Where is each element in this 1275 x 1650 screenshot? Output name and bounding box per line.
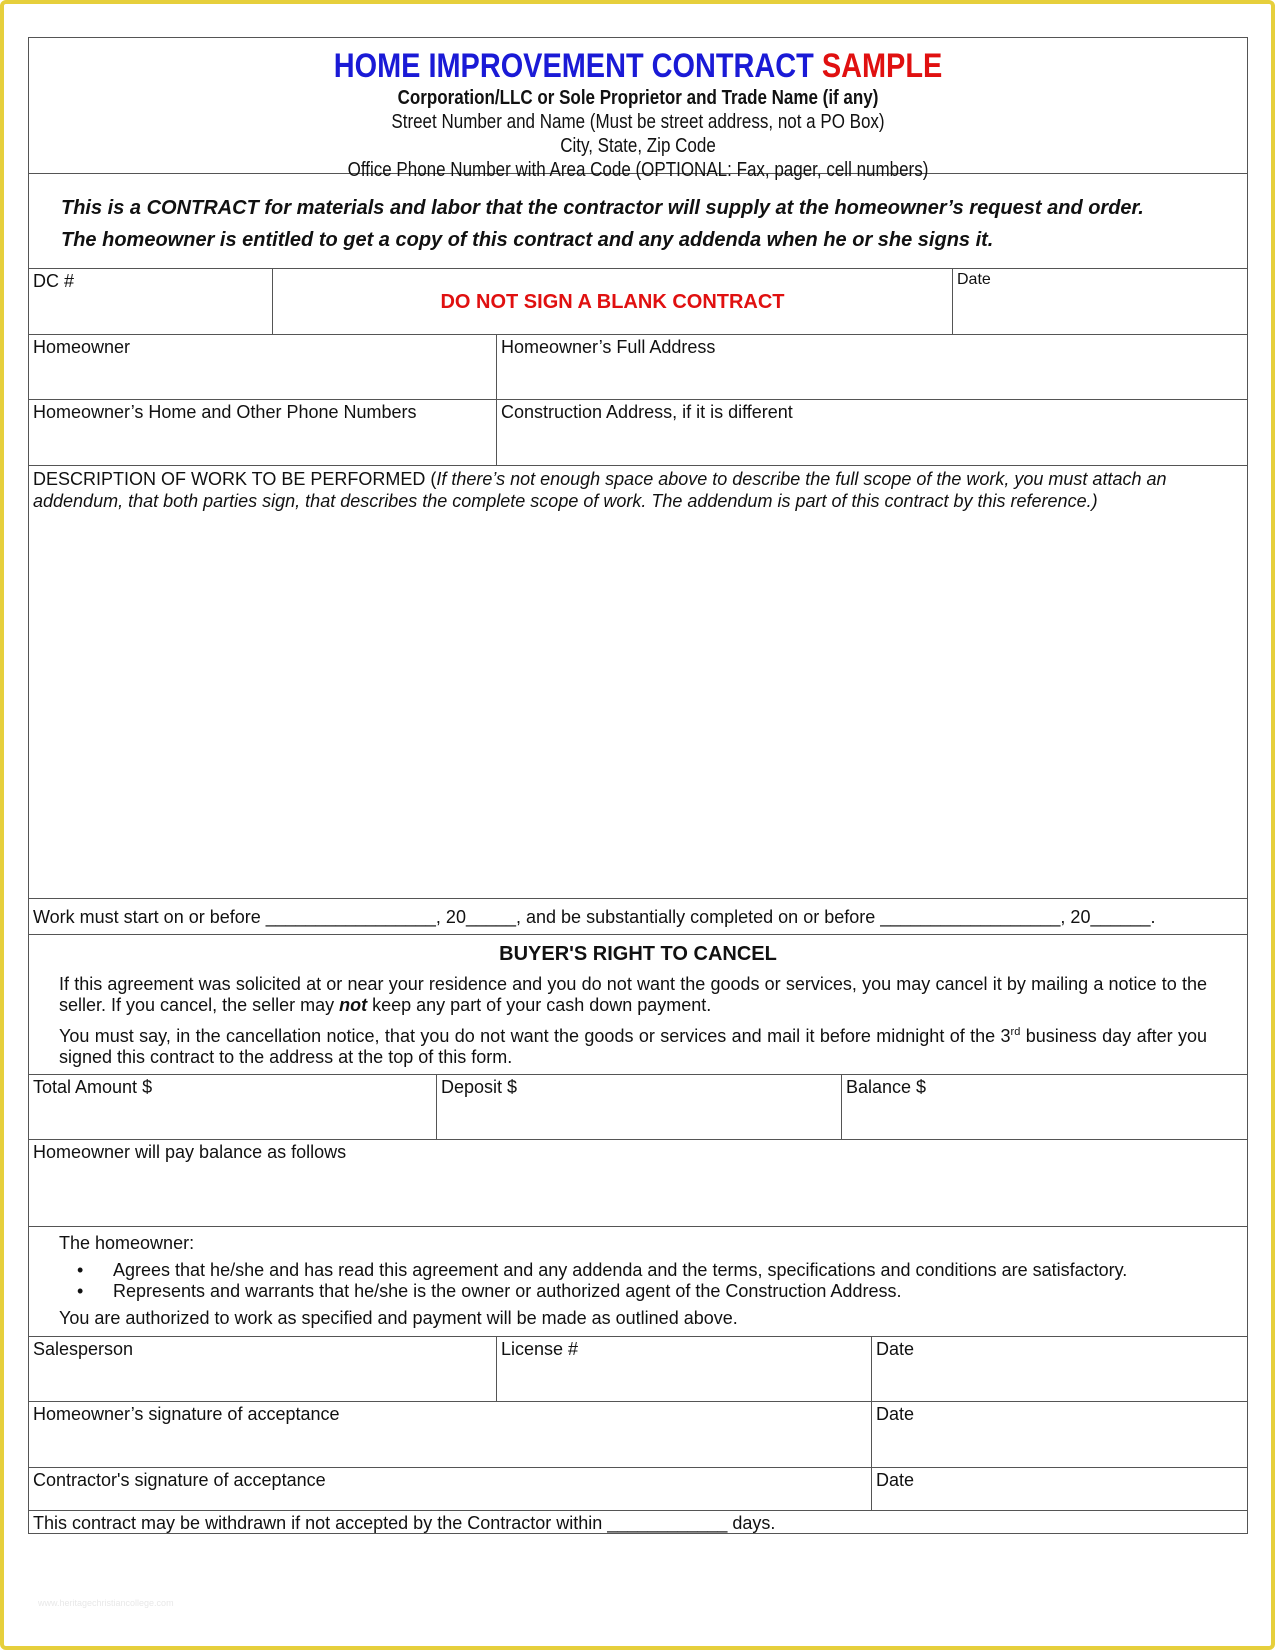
contract-form bbox=[28, 37, 1248, 1534]
homeowner-address-field[interactable] bbox=[496, 335, 1248, 399]
amounts-row bbox=[29, 1075, 1247, 1140]
contractor-signature-date-field[interactable] bbox=[871, 1468, 1248, 1510]
salesperson-label: Salesperson bbox=[33, 1339, 134, 1359]
construction-address-label: Construction Address, if it is different bbox=[501, 402, 793, 422]
withdrawal-row[interactable] bbox=[29, 1511, 1247, 1535]
deposit-field[interactable] bbox=[436, 1075, 841, 1139]
bullet-icon: • bbox=[77, 1281, 84, 1301]
terms-bullet-1: Agrees that he/she and has read this agreement and any addenda and the terms, specifications and conditions are satisfactory. bbox=[113, 1260, 1128, 1280]
phone-row bbox=[29, 400, 1247, 466]
dc-field[interactable] bbox=[29, 269, 272, 334]
intro-line-1: This is a CONTRACT for materials and labor that the contractor will supply at the homeowner’s request and order. bbox=[61, 197, 1144, 219]
contractor-signature-field[interactable] bbox=[29, 1468, 871, 1510]
date-field-top[interactable] bbox=[952, 269, 1248, 334]
cancel-p2-text: You must say, in the cancellation notice, that you do not want the goods or services and mail it before midnight of the 3 bbox=[59, 1026, 1011, 1046]
warning-cell bbox=[272, 269, 952, 334]
dc-label: DC # bbox=[33, 271, 75, 291]
homeowner-label: Homeowner bbox=[33, 337, 131, 357]
withdrawal-text: This contract may be withdrawn if not accepted by the Contractor within ____________ days. bbox=[33, 1513, 776, 1533]
balance-label: Balance $ bbox=[846, 1077, 927, 1097]
cancel-title: BUYER'S RIGHT TO CANCEL bbox=[499, 943, 777, 965]
terms-closing: You are authorized to work as specified and payment will be made as outlined above. bbox=[59, 1308, 738, 1328]
homeowner-signature-date-label: Date bbox=[876, 1404, 915, 1424]
description-heading: DESCRIPTION OF WORK TO BE PERFORMED ( bbox=[33, 469, 437, 489]
pay-balance-field[interactable] bbox=[29, 1140, 1247, 1227]
salesperson-field[interactable] bbox=[29, 1337, 496, 1401]
work-dates-text: Work must start on or before _________________, 20_____, and be substantially completed on or before __________________, 20______. bbox=[33, 907, 1156, 927]
business-name-line: Corporation/LLC or Sole Proprietor and Trade Name (if any) bbox=[397, 87, 879, 109]
cancel-paragraph-1 bbox=[29, 974, 1247, 1016]
cancel-p1-text-end: keep any part of your cash down payment. bbox=[367, 995, 712, 1015]
construction-address-field[interactable] bbox=[496, 400, 1248, 465]
description-section[interactable] bbox=[29, 466, 1247, 899]
total-amount-label: Total Amount $ bbox=[33, 1077, 153, 1097]
blank-contract-warning: DO NOT SIGN A BLANK CONTRACT bbox=[440, 291, 785, 313]
homeowner-terms-section bbox=[29, 1227, 1247, 1337]
contractor-header bbox=[29, 38, 1247, 181]
list-item bbox=[29, 1260, 1247, 1281]
deposit-label: Deposit $ bbox=[441, 1077, 518, 1097]
terms-bullet-2: Represents and warrants that he/she is the owner or authorized agent of the Construction Address. bbox=[113, 1281, 902, 1301]
bullet-icon: • bbox=[77, 1260, 84, 1280]
title-main: HOME IMPROVEMENT CONTRACT bbox=[333, 47, 814, 85]
contractor-signature-row bbox=[29, 1468, 1247, 1511]
balance-field[interactable] bbox=[841, 1075, 1248, 1139]
salesperson-row bbox=[29, 1337, 1247, 1402]
title-accent: SAMPLE bbox=[821, 47, 943, 85]
cancel-p1-emphasis: not bbox=[339, 995, 368, 1015]
terms-list bbox=[29, 1260, 1247, 1302]
contractor-signature-label: Contractor's signature of acceptance bbox=[33, 1470, 326, 1490]
work-dates-row[interactable] bbox=[29, 899, 1247, 935]
salesperson-date-field[interactable] bbox=[871, 1337, 1248, 1401]
homeowner-signature-field[interactable] bbox=[29, 1402, 871, 1467]
homeowner-row bbox=[29, 335, 1247, 400]
license-label: License # bbox=[501, 1339, 579, 1359]
cancel-paragraph-2 bbox=[29, 1022, 1247, 1068]
cancel-section bbox=[29, 935, 1247, 1075]
homeowner-signature-date-field[interactable] bbox=[871, 1402, 1248, 1467]
document-title bbox=[120, 46, 1155, 86]
salesperson-date-label: Date bbox=[876, 1339, 915, 1359]
homeowner-signature-row bbox=[29, 1402, 1247, 1468]
city-line: City, State, Zip Code bbox=[560, 135, 716, 157]
description-note: If there’s not enough space above to describe the full scope of the work, you must attach an addendum, that both parties sign, that describes the complete scope of work. The addendum is part of this contract by this reference.) bbox=[33, 469, 1167, 511]
street-line: Street Number and Name (Must be street address, not a PO Box) bbox=[391, 111, 885, 133]
cancel-p2-superscript: rd bbox=[1010, 1026, 1021, 1038]
phone-label: Homeowner’s Home and Other Phone Numbers bbox=[33, 402, 417, 422]
dc-row bbox=[29, 269, 1247, 335]
terms-intro: The homeowner: bbox=[59, 1233, 195, 1253]
license-field[interactable] bbox=[496, 1337, 871, 1401]
cancel-p2-text-end: business day after you signed this contract to the address at the top of this form. bbox=[59, 1026, 1207, 1067]
phone-field[interactable] bbox=[29, 400, 496, 465]
total-amount-field[interactable] bbox=[29, 1075, 436, 1139]
watermark: www.heritagechristiancollege.com bbox=[38, 1598, 174, 1608]
list-item bbox=[29, 1281, 1247, 1302]
intro-line-2: The homeowner is entitled to get a copy of this contract and any addenda when he or she signs it. bbox=[61, 229, 994, 251]
pay-balance-label: Homeowner will pay balance as follows bbox=[33, 1142, 347, 1162]
cancel-p1-text: If this agreement was solicited at or near your residence and you do not want the goods or services, you may cancel it by mailing a notice to the seller. If you cancel, the seller may bbox=[59, 974, 1207, 1015]
homeowner-field[interactable] bbox=[29, 335, 496, 399]
date-label-top: Date bbox=[957, 271, 991, 288]
homeowner-address-label: Homeowner’s Full Address bbox=[501, 337, 716, 357]
homeowner-signature-label: Homeowner’s signature of acceptance bbox=[33, 1404, 340, 1424]
contractor-signature-date-label: Date bbox=[876, 1470, 915, 1490]
description-label bbox=[29, 466, 1247, 514]
phone-line: Office Phone Number with Area Code (OPTIONAL: Fax, pager, cell numbers) bbox=[347, 159, 929, 181]
intro-section bbox=[29, 174, 1247, 269]
